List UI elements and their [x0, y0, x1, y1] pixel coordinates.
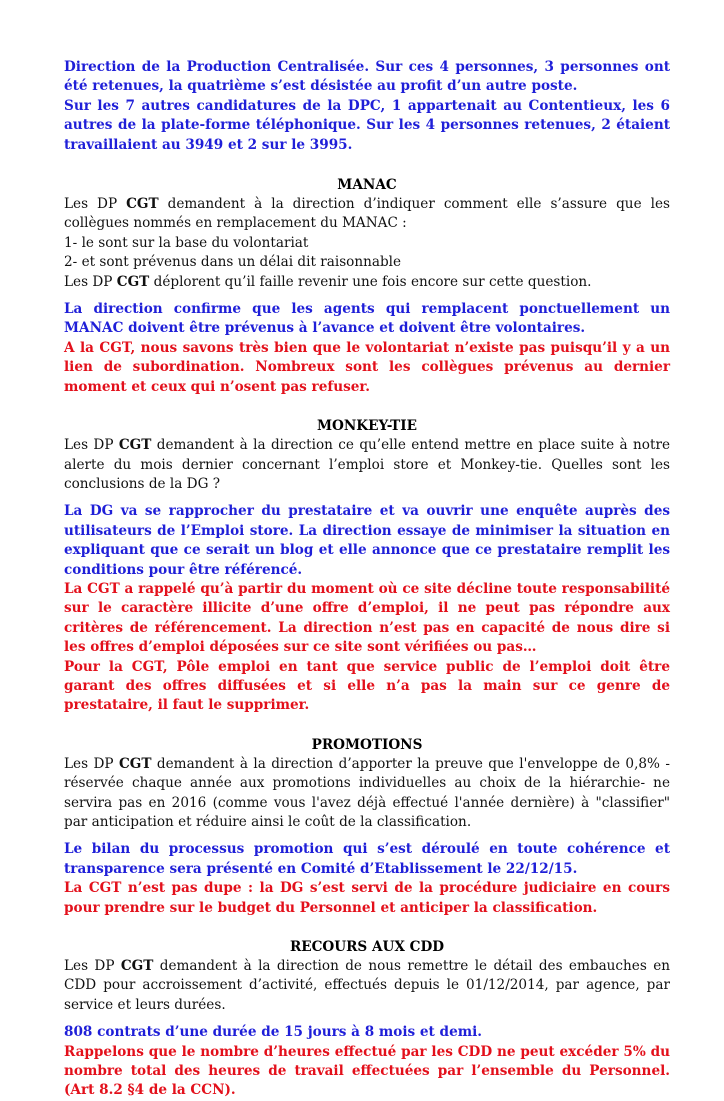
promotions-question: Les DP CGT demandent à la direction d’apporter la preuve que l'enveloppe de 0,8% -réservée chaque année aux promotions individuelles au choix de la hiérarchie- ne servira pas en 2016 (comme vous l'avez déjà effectué l'année dernière) à "classifier" par anticipation et réduire ainsi le coût de la classification.: [64, 755, 670, 830]
cdd-question: Les DP CGT demandent à la direction de nous remettre le détail des embauches en CDD pour accroissement d’activité, effectués depuis le 01/12/2014, par agence, par service et leurs durées.: [64, 958, 670, 1013]
section-title-monkey-tie: MONKEY-TIE: [316, 418, 418, 435]
manac-answer-direction: La direction confirme que les agents qui remplacent ponctuellement un MANAC doivent être prévenus à l’avance et doivent être volontaires.: [64, 301, 670, 337]
monkey-answer-cgt-1: La CGT a rappelé qu’à partir du moment où ce site décline toute responsabilité sur le caractère illicite d’une offre d’emploi, il ne peut pas répondre aux critères de référencement. La direction n’est pas en capacité de nous dire si les offres d’emploi déposées sur ce site sont vérifiées ou pas…: [64, 580, 670, 656]
promotions-answer-cgt: La CGT n’est pas dupe : la DG s’est servi de la procédure judiciaire en cours pour prendre sur le budget du Personnel et anticiper la classification.: [64, 880, 670, 916]
manac-answer-cgt: A la CGT, nous savons très bien que le volontariat n’existe pas puisqu’il y a un lien de subordination. Nombreux sont les collègues prévenus au dernier moment et ceux qui n’osent pas refuser.: [64, 339, 670, 395]
cdd-answer-direction: 808 contrats d’une durée de 15 jours à 8 mois et demi.: [64, 1024, 482, 1041]
manac-question: Les DP CGT demandent à la direction d’indiquer comment elle s’assure que les collègues nommés en remplacement du MANAC :: [64, 196, 670, 232]
monkey-answer-cgt-2: Pour la CGT, Pôle emploi en tant que service public de l’emploi doit être garant des offres diffusées et si elle n’a pas la main sur ce genre de prestataire, il faut le supprimer.: [64, 658, 670, 714]
monkey-answer-direction: La DG va se rapprocher du prestataire et va ouvrir une enquête auprès des utilisateurs de l’Emploi store. La direction essaye de minimiser la situation en expliquant que ce serait un blog et elle annonce que ce prestataire remplit les conditions pour être référencé.: [64, 503, 670, 578]
section-title-promotions: PROMOTIONS: [311, 736, 423, 753]
manac-item-2: 2- et sont prévenus dans un délai dit raisonnable: [64, 254, 402, 271]
intro-paragraph-2: Sur les 7 autres candidatures de la DPC, 1 appartenait au Contentieux, les 6 autres de la plate-forme téléphonique. Sur les 4 personnes retenues, 2 étaient travaillaient au 3949 et 2 sur le 3995.: [64, 97, 670, 153]
promotions-answer-direction: Le bilan du processus promotion qui s’est déroulé en toute cohérence et transparence sera présenté en Comité d’Etablissement le 22/12/15.: [64, 841, 670, 877]
manac-item-1: 1- le sont sur la base du volontariat: [64, 234, 309, 251]
cdd-answer-cgt: Rappelons que le nombre d’heures effectué par les CDD ne peut excéder 5% du nombre total des heures de travail effectuées par l’ensemble du Personnel. (Art 8.2 §4 de la CCN).: [64, 1043, 670, 1099]
document-page: [64, 58, 670, 1101]
intro-paragraph-1: Direction de la Production Centralisée. Sur ces 4 personnes, 3 personnes ont été retenues, la quatrième s’est désistée au profit d’un autre poste.: [64, 59, 670, 95]
manac-question-2: Les DP CGT déplorent qu’il faille revenir une fois encore sur cette question.: [64, 273, 592, 290]
section-title-cdd: RECOURS AUX CDD: [289, 939, 445, 956]
monkey-question: Les DP CGT demandent à la direction ce qu’elle entend mettre en place suite à notre alerte du mois dernier concernant l’emploi store et Monkey-tie. Quelles sont les conclusions de la DG ?: [64, 437, 670, 492]
section-title-manac: MANAC: [337, 177, 397, 194]
